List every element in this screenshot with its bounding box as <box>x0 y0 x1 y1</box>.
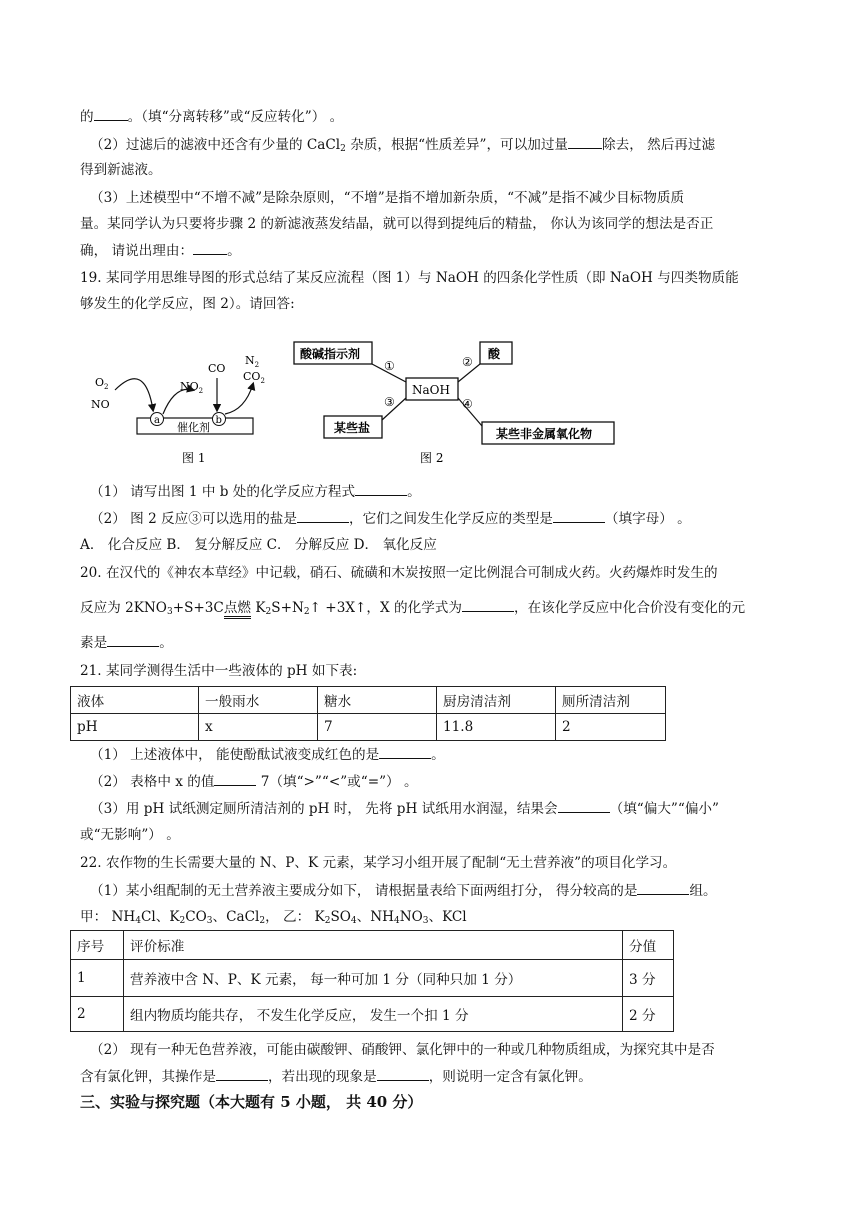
table-cell: 一般雨水 <box>199 687 318 714</box>
table-cell: 11.8 <box>437 714 556 741</box>
q21-part3-line1: （3）用 pH 试纸测定厕所清洁剂的 pH 时， 先将 pH 试纸用水润湿，结果会 （填“偏大”“偏小” <box>90 798 790 819</box>
table-cell: pH <box>71 714 199 741</box>
answer-blank[interactable] <box>216 1066 268 1081</box>
q19-options: A． 化合反应 B． 复分解反应 C． 分解反应 D． 氧化反应 <box>80 537 437 553</box>
q20-line1: 20. 在汉代的《神农本草经》中记载，硝石、硫磺和木炭按照一定比例混合可制成火药。火药爆炸时发生的 <box>80 565 718 581</box>
q21-part1: （1） 上述液体中， 能使酚酞试液变成红色的是 。 <box>90 744 790 765</box>
answer-blank[interactable] <box>553 508 605 523</box>
num-1: ① <box>384 359 395 373</box>
co-label: CO <box>208 362 226 375</box>
q21-part3-line2: 或“无影响”） 。 <box>80 827 180 843</box>
q19-part2: （2） 图 2 反应③可以选用的盐是 ，它们之间发生化学反应的类型是 （填字母） 。 <box>90 508 790 529</box>
answer-blank[interactable] <box>355 481 407 496</box>
ignite-condition: 点燃 <box>224 600 251 619</box>
indicator-label: 酸碱指示剂 <box>300 347 361 361</box>
q19-stem-line1: 19. 某同学用思维导图的形式总结了某反应流程（图 1）与 NaOH 的四条化学性质（即 NaOH 与四类物质能 <box>80 270 739 286</box>
arrow-b-out <box>225 384 253 414</box>
site-b-label: b <box>215 415 222 426</box>
q22-part1: （1）某小组配制的无土营养液主要成分如下， 请根据量表给下面两组打分， 得分较高的是 组。 <box>90 880 790 901</box>
no2-label: $NO_2$ <box>180 380 204 395</box>
table-cell: 分值 <box>623 931 674 960</box>
table-cell: x <box>199 714 318 741</box>
figure-2-caption: 图 2 <box>420 451 444 465</box>
num-4: ④ <box>462 397 473 411</box>
q20-line3: 素是 。 <box>80 632 790 653</box>
figure-1-caption: 图 1 <box>182 451 206 465</box>
table-row <box>71 714 666 741</box>
table-row <box>71 997 674 1032</box>
q18-part2-line2: 得到新滤液。 <box>80 162 162 178</box>
oxide-label: 某些非金属氧化物 <box>496 427 593 441</box>
o2-label: $O_2$ <box>95 376 109 391</box>
ph-table <box>70 686 666 741</box>
table-cell: 营养液中含 N、P、K 元素， 每一种可加 1 分（同种只加 1 分） <box>124 960 623 997</box>
section-3-heading: 三、实验与探究题（本大题有 5 小题， 共 40 分） <box>80 1093 423 1111</box>
answer-blank[interactable] <box>637 880 689 895</box>
table-cell: 糖水 <box>318 687 437 714</box>
q18-part2-line1: （2）过滤后的滤液中还含有少量的 CaCl$_2$ 杂质，根据“性质差异”，可以加过量 除去， 然后再过滤 <box>90 134 790 159</box>
q18-part3-line1: （3）上述模型中“不增不减”是除杂原则，“不增”是指不增加新杂质，“不减”是指不减少目标物质质 <box>90 190 685 206</box>
table-cell: 厕所清洁剂 <box>556 687 666 714</box>
q22-part2-line2: 含有氯化钾，其操作是 ，若出现的现象是 ，则说明一定含有氯化钾。 <box>80 1066 790 1087</box>
num-2: ② <box>462 355 473 369</box>
q22-part2-line1: （2） 现有一种无色营养液，可能由碳酸钾、硝酸钾、氯化钾中的一种或几种物质组成，为探究其中是否 <box>90 1042 715 1058</box>
arrow-into-a <box>115 379 153 410</box>
q20-line2: 反应为 $2KNO_3+S+3C$点燃 $K_2S+N_2↑$ +3X↑，X 的化学式为 ，在该化学反应中化合价没有变化的元 <box>80 597 790 622</box>
q19-stem-line2: 够发生的化学反应，图 2）。请回答: <box>80 296 295 312</box>
answer-blank[interactable] <box>107 632 159 647</box>
q18-part3-line3: 确， 请说出理由： 。 <box>80 240 790 261</box>
table-cell: 2 <box>71 997 124 1032</box>
answer-blank[interactable] <box>558 798 610 813</box>
acid-label: 酸 <box>488 347 501 361</box>
q22-stem: 22. 农作物的生长需要大量的 N、P、K 元素，某学习小组开展了配制“无土营养液”的项目化学习。 <box>80 855 677 871</box>
table-cell: 7 <box>318 714 437 741</box>
table-cell: 2 <box>556 714 666 741</box>
n2-label: $N_2$ <box>245 354 260 369</box>
table-cell: 评价标准 <box>124 931 623 960</box>
table-cell: 1 <box>71 960 124 997</box>
figure-2-naoh-mindmap <box>288 336 628 472</box>
answer-blank[interactable] <box>94 106 128 121</box>
answer-blank[interactable] <box>462 597 514 612</box>
answer-blank[interactable] <box>214 771 256 786</box>
co2-label: $CO_2$ <box>243 370 265 385</box>
table-row <box>71 931 674 960</box>
q18-tail-line: 的 。（填“分离转移”或“反应转化”） 。 <box>80 106 790 127</box>
table-cell: 2 分 <box>623 997 674 1032</box>
q22-groups: 甲： $NH_4Cl$、$K_2CO_3$、CaCl$_2$， 乙： $K_2SO_4$、$NH_4NO_3$、KCl <box>80 909 467 926</box>
table-row <box>71 960 674 997</box>
naoh-label: NaOH <box>412 383 450 397</box>
table-row <box>71 687 666 714</box>
score-table <box>70 930 674 1032</box>
figure-1-catalyst-diagram <box>85 330 295 472</box>
table-cell: 液体 <box>71 687 199 714</box>
answer-blank[interactable] <box>379 744 431 759</box>
table-cell: 3 分 <box>623 960 674 997</box>
catalyst-label: 催化剂 <box>177 421 210 434</box>
answer-blank[interactable] <box>377 1066 429 1081</box>
num-3: ③ <box>384 395 395 409</box>
q21-part2: （2） 表格中 x 的值 7（填“>”“<”或“=”） 。 <box>90 771 790 792</box>
q18-part3-line2: 量。某同学认为只要将步骤 2 的新滤液蒸发结晶，就可以得到提纯后的精盐， 你认为该同学的想法是否正 <box>80 216 714 232</box>
site-a-label: a <box>154 415 160 426</box>
q21-stem: 21. 某同学测得生活中一些液体的 pH 如下表: <box>80 663 358 679</box>
q19-part1: （1） 请写出图 1 中 b 处的化学反应方程式 。 <box>90 481 790 502</box>
answer-blank[interactable] <box>297 508 349 523</box>
table-cell: 厨房清洁剂 <box>437 687 556 714</box>
no-label: NO <box>91 398 110 411</box>
salt-label: 某些盐 <box>334 421 371 435</box>
table-cell: 组内物质均能共存， 不发生化学反应， 发生一个扣 1 分 <box>124 997 623 1032</box>
answer-blank[interactable] <box>568 134 602 149</box>
answer-blank[interactable] <box>193 240 227 255</box>
table-cell: 序号 <box>71 931 124 960</box>
